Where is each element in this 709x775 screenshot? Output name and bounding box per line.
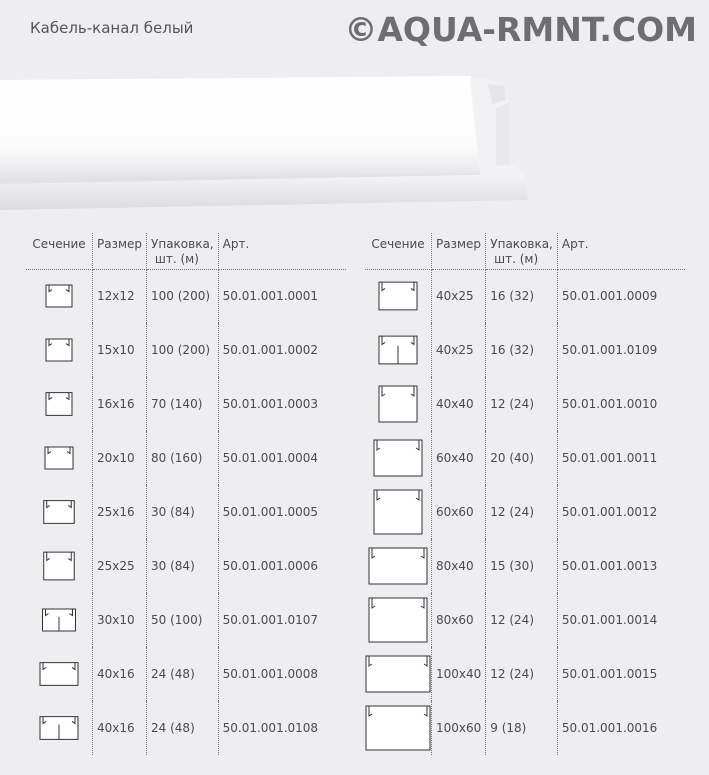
table-row <box>26 701 346 755</box>
column-header-art: Арт. <box>557 233 685 269</box>
table-header-row <box>365 233 685 269</box>
art-cell: 50.01.001.0008 <box>222 667 319 681</box>
cable-channel-product-image <box>0 74 530 214</box>
art-cell: 50.01.001.0109 <box>561 343 658 357</box>
table-row <box>365 377 685 431</box>
table-row <box>26 323 346 377</box>
column-header-size: Размер <box>432 233 486 269</box>
column-header-pack <box>486 233 558 269</box>
art-cell: 50.01.001.0009 <box>561 289 658 304</box>
pack-cell: 16 (32) <box>486 323 558 377</box>
channel-body <box>366 706 430 750</box>
column-header-pack-line2: шт. (м) <box>494 252 539 266</box>
column-header-section: Сечение <box>26 233 93 269</box>
size-cell: 40x16 <box>93 701 147 755</box>
section-cell <box>26 431 93 485</box>
art-cell: 50.01.001.0107 <box>222 613 319 627</box>
cross-section-profile-icon <box>365 325 431 375</box>
channel-body <box>369 548 427 584</box>
table-row <box>365 539 685 593</box>
pack-cell: 30 (84) <box>147 539 219 593</box>
channel-body <box>45 447 73 469</box>
table-row <box>365 485 685 539</box>
section-cell <box>26 485 93 539</box>
pack-cell: 80 (160) <box>147 431 219 485</box>
size-cell: 25x25 <box>93 539 147 593</box>
pack-cell: 30 (84) <box>147 485 219 539</box>
channel-body <box>374 440 422 476</box>
size-cell: 25x16 <box>93 485 147 539</box>
table-row <box>365 269 685 323</box>
section-cell <box>365 701 432 755</box>
watermark-logo: ©AQUA-RMNT.COM <box>344 10 697 49</box>
section-cell <box>26 269 93 323</box>
cross-section-profile-icon <box>365 271 431 321</box>
size-cell: 40x16 <box>93 647 147 701</box>
size-cell: 16x16 <box>93 377 147 431</box>
pack-cell: 24 (48) <box>147 647 219 701</box>
table-row <box>26 647 346 701</box>
art-cell: 50.01.001.0006 <box>222 559 319 573</box>
art-cell: 50.01.001.0014 <box>561 613 658 627</box>
table-row <box>26 269 346 323</box>
cross-section-profile-icon <box>365 541 431 591</box>
size-cell: 40x25 <box>432 269 486 323</box>
cross-section-profile-icon <box>26 541 92 591</box>
right-spec-table <box>365 233 685 755</box>
section-cell <box>26 701 93 755</box>
table-row <box>26 431 346 485</box>
channel-body <box>44 552 75 580</box>
channel-body <box>44 501 75 524</box>
pack-cell: 20 (40) <box>486 431 558 485</box>
table-row <box>365 431 685 485</box>
table-row <box>365 593 685 647</box>
size-cell: 80x60 <box>432 593 486 647</box>
section-cell <box>26 647 93 701</box>
pack-cell: 100 (200) <box>147 269 219 323</box>
section-cell <box>365 431 432 485</box>
channel-body <box>374 490 422 534</box>
pack-cell: 16 (32) <box>486 269 558 323</box>
column-header-size: Размер <box>93 233 147 269</box>
pack-cell: 12 (24) <box>486 593 558 647</box>
table-header-row <box>26 233 346 269</box>
size-cell: 30x10 <box>93 593 147 647</box>
pack-cell: 50 (100) <box>147 593 219 647</box>
art-cell: 50.01.001.0003 <box>222 397 319 411</box>
size-cell: 100x40 <box>432 647 486 701</box>
cross-section-profile-icon <box>365 703 431 753</box>
section-cell <box>365 647 432 701</box>
channel-body <box>46 393 72 416</box>
pack-cell: 12 (24) <box>486 485 558 539</box>
cross-section-profile-icon <box>26 271 92 321</box>
pack-cell: 100 (200) <box>147 323 219 377</box>
cross-section-profile-icon <box>26 325 92 375</box>
art-cell: 50.01.001.0013 <box>561 559 658 573</box>
pack-cell: 70 (140) <box>147 377 219 431</box>
pack-cell: 12 (24) <box>486 647 558 701</box>
section-cell <box>365 593 432 647</box>
cross-section-profile-icon <box>365 379 431 429</box>
cross-section-profile-icon <box>26 379 92 429</box>
pack-cell: 15 (30) <box>486 539 558 593</box>
cross-section-profile-icon <box>26 433 92 483</box>
art-cell: 50.01.001.0004 <box>222 451 319 465</box>
section-cell <box>365 539 432 593</box>
size-cell: 60x60 <box>432 485 486 539</box>
size-cell: 100x60 <box>432 701 486 755</box>
size-cell: 80x40 <box>432 539 486 593</box>
table-row <box>365 701 685 755</box>
column-header-pack <box>147 233 219 269</box>
size-cell: 15x10 <box>93 323 147 377</box>
section-cell <box>26 323 93 377</box>
cross-section-profile-icon <box>26 649 92 699</box>
column-header-pack-line1: Упаковка, <box>151 237 214 251</box>
channel-body <box>379 282 417 310</box>
channel-body <box>40 663 78 686</box>
page-title: Кабель-канал белый <box>30 19 194 37</box>
art-cell: 50.01.001.0010 <box>561 397 658 411</box>
art-cell: 50.01.001.0011 <box>561 451 658 465</box>
art-cell: 50.01.001.0015 <box>561 667 658 681</box>
art-cell: 50.01.001.0108 <box>222 721 319 735</box>
art-cell: 50.01.001.0005 <box>222 505 319 519</box>
column-header-art: Арт. <box>218 233 346 269</box>
table-row <box>26 539 346 593</box>
channel-body <box>369 598 427 642</box>
table-row <box>26 593 346 647</box>
table-row <box>26 485 346 539</box>
cross-section-profile-icon <box>26 595 92 645</box>
cross-section-profile-icon <box>26 703 92 753</box>
section-cell <box>26 377 93 431</box>
section-cell <box>26 539 93 593</box>
section-cell <box>26 593 93 647</box>
cross-section-profile-icon <box>365 595 431 645</box>
cross-section-profile-icon <box>365 433 431 483</box>
art-cell: 50.01.001.0016 <box>561 721 658 735</box>
channel-body <box>46 285 72 307</box>
art-cell: 50.01.001.0012 <box>561 505 658 519</box>
channel-body <box>379 386 417 422</box>
section-cell <box>365 323 432 377</box>
cross-section-profile-icon <box>26 487 92 537</box>
size-cell: 40x25 <box>432 323 486 377</box>
section-cell <box>365 377 432 431</box>
cross-section-profile-icon <box>365 649 431 699</box>
left-spec-table <box>26 233 346 755</box>
channel-body <box>366 656 430 692</box>
pack-cell: 9 (18) <box>486 701 558 755</box>
channel-body <box>46 339 72 361</box>
art-cell: 50.01.001.0002 <box>222 343 319 357</box>
column-header-section: Сечение <box>365 233 432 269</box>
column-header-pack-line1: Упаковка, <box>490 237 553 251</box>
size-cell: 12x12 <box>93 269 147 323</box>
pack-cell: 24 (48) <box>147 701 219 755</box>
pack-cell: 12 (24) <box>486 377 558 431</box>
section-cell <box>365 485 432 539</box>
cross-section-profile-icon <box>365 487 431 537</box>
size-cell: 60x40 <box>432 431 486 485</box>
section-cell <box>365 269 432 323</box>
art-cell: 50.01.001.0001 <box>222 289 319 304</box>
table-row <box>26 377 346 431</box>
table-row <box>365 323 685 377</box>
column-header-pack-line2: шт. (м) <box>154 252 199 266</box>
size-cell: 20x10 <box>93 431 147 485</box>
table-row <box>365 647 685 701</box>
size-cell: 40x40 <box>432 377 486 431</box>
